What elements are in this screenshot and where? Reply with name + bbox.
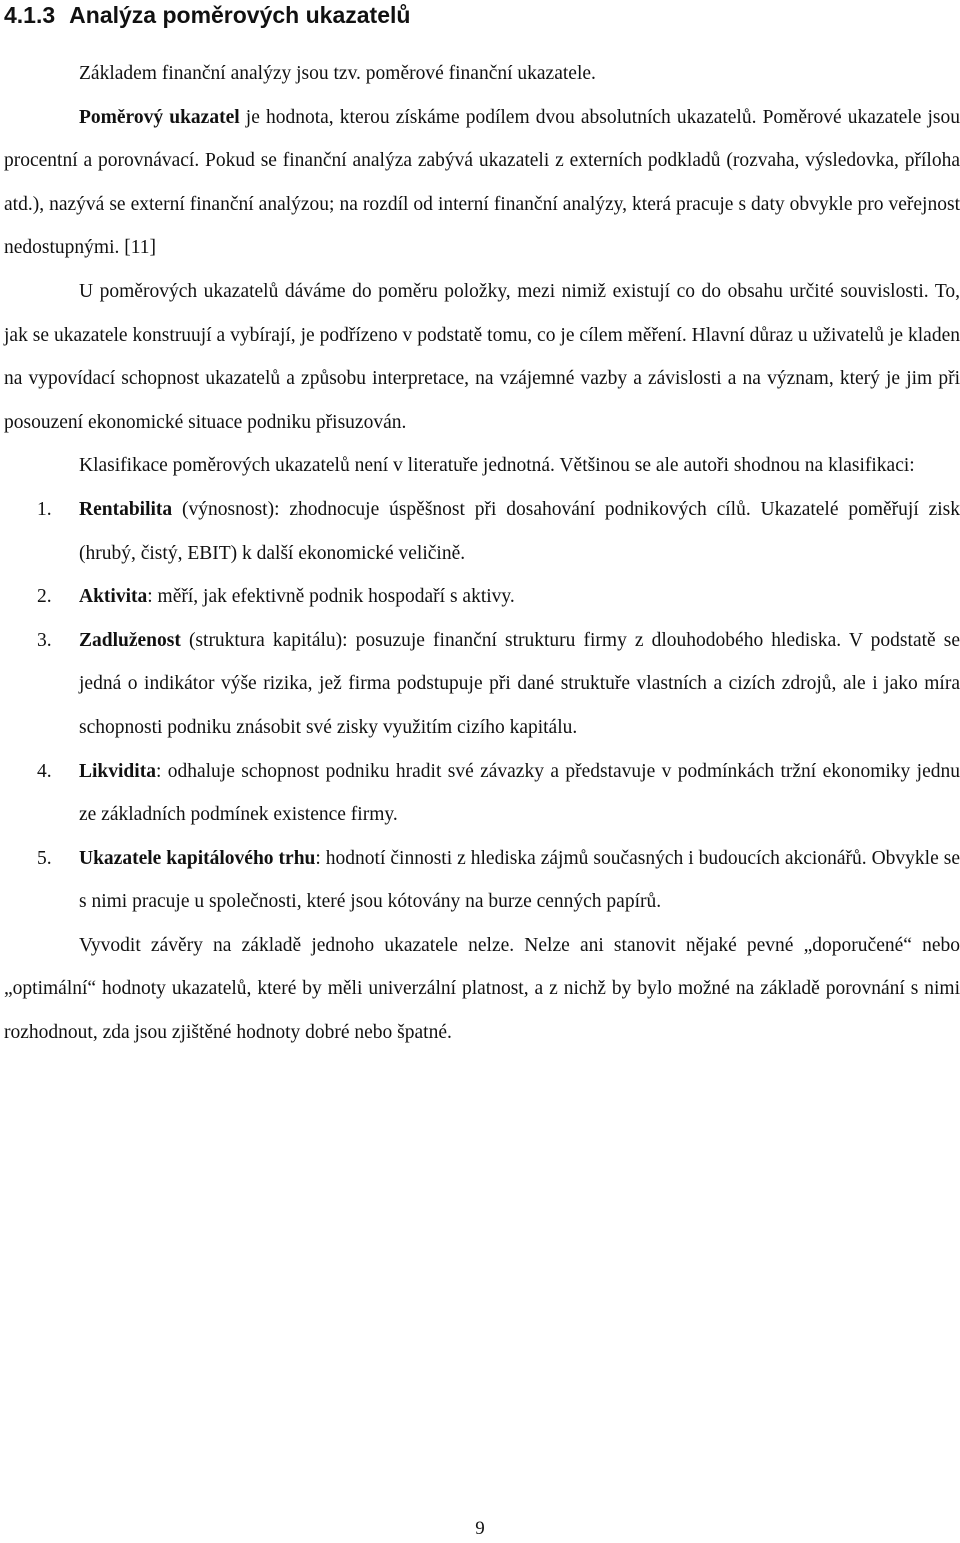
section-title: Analýza poměrových ukazatelů — [69, 2, 411, 28]
paragraph-intro-text: Základem finanční analýzy jsou tzv. poměrové finanční ukazatele. — [79, 63, 596, 84]
list-item-text: : odhaluje schopnost podniku hradit své závazky a představuje v podmínkách tržní ekonomiky jednu ze základních podmínek existence firmy. — [79, 760, 960, 826]
body-text — [4, 52, 960, 1055]
list-item-marker: 5. — [37, 847, 52, 869]
list-item — [4, 619, 960, 750]
list-item-marker: 4. — [37, 760, 52, 782]
paragraph-definition — [4, 96, 960, 270]
list-item-text: : hodnotí činnosti z hlediska zájmů současných i budoucích akcionářů. Obvykle se s nimi pracuje u společnosti, které jsou kótovány na burze cenných papírů. — [79, 847, 960, 913]
paragraph-relations — [4, 270, 960, 444]
page-number: 9 — [475, 1518, 485, 1539]
list-item-text: : měří, jak efektivně podnik hospodaří s aktivy. — [147, 586, 515, 608]
paragraph-classification-intro-text: Klasifikace poměrových ukazatelů není v literatuře jednotná. Většinou se ale autoři shodnou na klasifikaci: — [79, 455, 915, 477]
paragraph-conclusion — [4, 924, 960, 1055]
list-item-term: Ukazatele kapitálového trhu — [79, 847, 316, 869]
paragraph-intro — [4, 52, 960, 96]
paragraph-relations-text: U poměrových ukazatelů dáváme do poměru položky, mezi nimiž existují co do obsahu určité souvislosti. To, jak se ukazatele konstruují a vybírají, je podřízeno v podstatě tomu, co je cílem měření. Hlavní důraz u uživatelů je kladen na vypovídací schopnost ukazatelů a způsobu interpretace, na vzájemné vazby a závislosti a na význam, který je jim při posouzení ekonomické situace podniku přisuzován. — [4, 280, 960, 433]
list-item-term: Aktivita — [79, 586, 148, 608]
paragraph-classification-intro — [4, 444, 960, 488]
classification-list — [4, 488, 960, 924]
list-item-marker: 2. — [37, 586, 52, 608]
list-item-term: Likvidita — [79, 760, 156, 782]
list-item — [4, 837, 960, 924]
list-item-term: Rentabilita — [79, 498, 173, 520]
list-item — [4, 575, 960, 619]
list-item — [4, 488, 960, 575]
list-item-text: (výnosnost): zhodnocuje úspěšnost při dosahování podnikových cílů. Ukazatelé poměřují zisk (hrubý, čistý, EBIT) k další ekonomické veličině. — [79, 498, 960, 564]
list-item-term: Zadluženost — [79, 629, 181, 651]
list-item-marker: 3. — [37, 629, 52, 651]
list-item — [4, 750, 960, 837]
paragraph-conclusion-text: Vyvodit závěry na základě jednoho ukazatele nelze. Nelze ani stanovit nějaké pevné „doporučené“ nebo „optimální“ hodnoty ukazatelů, které by měli univerzální platnost, a z nichž by bylo možné na základě porovnání s nimi rozhodnout, zda jsou zjištěné hodnoty dobré nebo špatné. — [4, 934, 960, 1044]
list-item-marker: 1. — [37, 498, 52, 520]
list-item-text: (struktura kapitálu): posuzuje finanční strukturu firmy z dlouhodobého hlediska. V podstatě se jedná o indikátor výše rizika, jež firma podstupuje při dané struktuře vlastních a cizích zdrojů, ale i jako míra schopnosti podniku znásobit své zisky využitím cizího kapitálu. — [79, 629, 960, 738]
term-pomerovy-ukazatel: Poměrový ukazatel — [79, 106, 240, 128]
section-heading — [4, 0, 410, 30]
paragraph-definition-text: je hodnota, kterou získáme podílem dvou absolutních ukazatelů. Poměrové ukazatele jsou procentní a porovnávací. Pokud se finanční analýza zabývá ukazateli z externích podkladů (rozvaha, výsledovka, příloha atd.), nazývá se externí finanční analýzou; na rozdíl od interní finanční analýzy, která pracuje s daty obvykle pro veřejnost nedostupnými. [11] — [4, 106, 960, 259]
section-number: 4.1.3 — [4, 2, 56, 28]
